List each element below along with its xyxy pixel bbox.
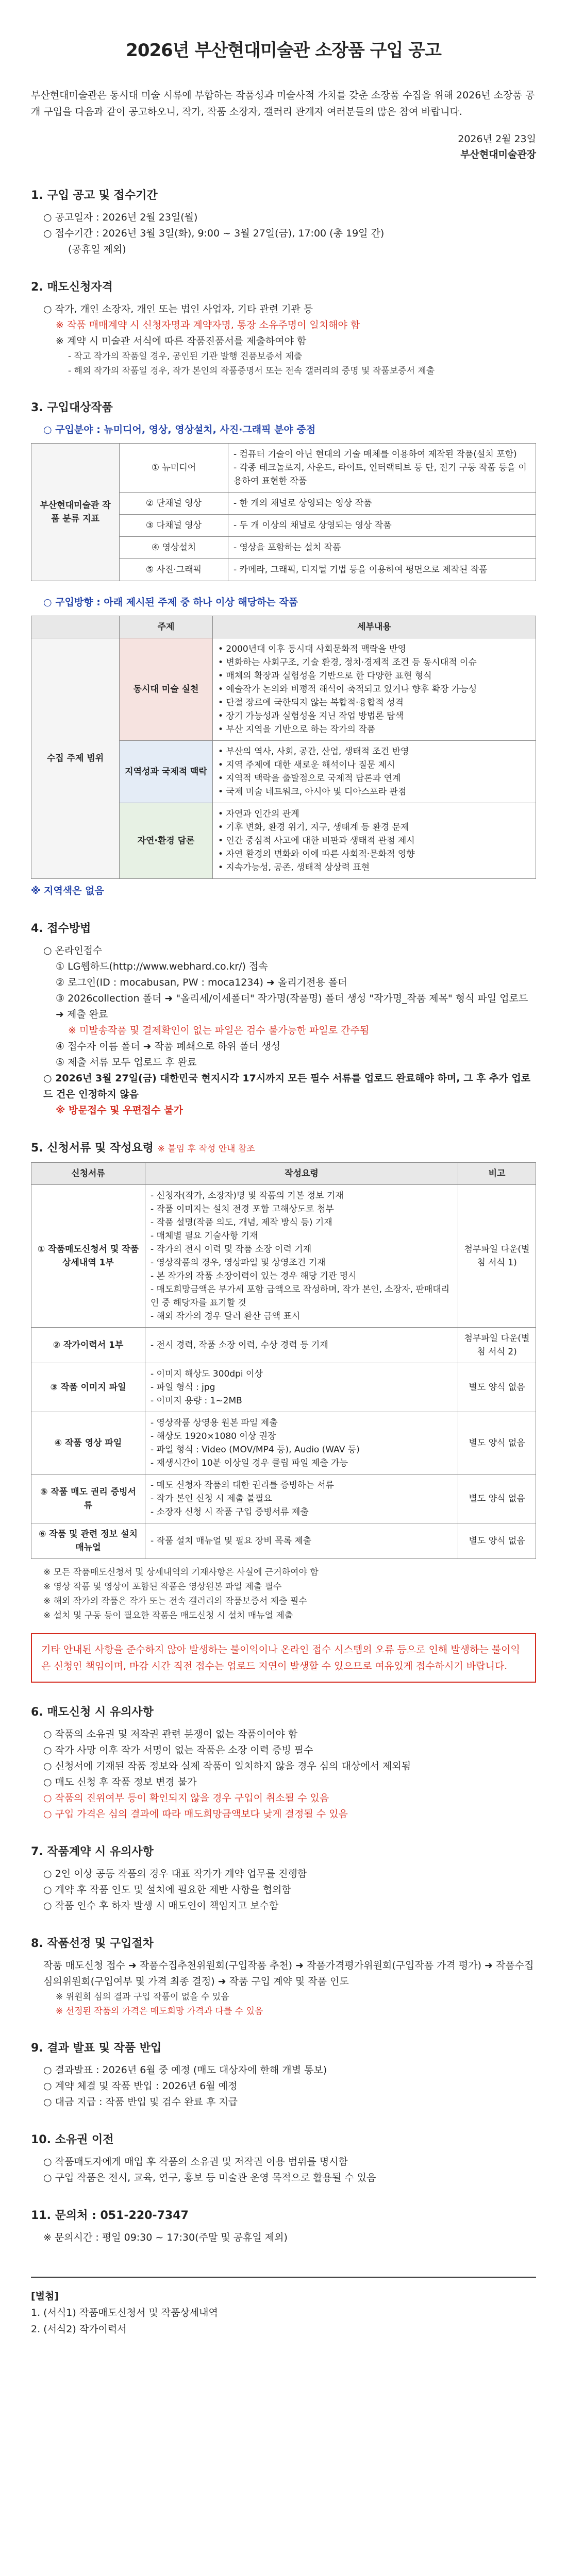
s4-item: ④ 접수자 이름 폴더 ➜ 작품 폐쇄으로 하위 폴더 생성 [56,1041,281,1052]
s6-item: ○ 구입 가격은 심의 결과에 따라 매도희망금액보다 낮게 결정될 수 있음 [43,1808,348,1820]
section-11-title: 11. 문의처 : 051-220-7347 [31,2209,189,2222]
s2-note: - 작고 작가의 작품일 경우, 공인된 기관 발행 진품보증서 제출 [68,351,303,362]
note-cell: 첨부파일 다운(별첨 서식 2) [458,1328,536,1363]
s2-item: ※ 계약 시 미술관 서식에 따른 작품진품서를 제출하여야 함 [56,335,307,347]
theme-header: 주제 [120,616,213,638]
attach-item[interactable]: 2. (서식2) 작가이력서 [31,2324,127,2335]
how-cell: - 전시 경력, 작품 소장 이력, 수상 경력 등 기재 [145,1328,458,1363]
announce-date: 2026년 2월 23일 [458,133,536,145]
theme-scope: 수집 주제 범위 [31,638,120,879]
s1-item: (공휴일 제외) [68,244,126,255]
s2-note: - 해외 작가의 작품일 경우, 작가 본인의 작품증명서 또는 전속 갤러리의 증명 및 작품보증서 제출 [68,366,435,376]
doc-cell: ⑤ 작품 매도 권리 증빙서류 [31,1475,145,1523]
how-cell: - 영상작품 상영용 원본 파일 제출 - 해상도 1920×1080 이상 권장 - 파일 형식 : Video (MOV/MP4 등), Audio (WAV 등) - 재생시간이 10분 이상일 경우 클립 파일 제출 가능 [145,1412,458,1475]
s8-note: ※ 선정된 작품의 가격은 매도희망 가격과 다를 수 있음 [56,2006,263,2016]
note-cell: 별도 양식 없음 [458,1412,536,1475]
category-desc: - 두 개 이상의 채널로 상영되는 영상 작품 [228,515,536,537]
s4-item: ※ 방문접수 및 우편접수 불가 [56,1105,183,1116]
theme-scope-header [31,616,120,638]
note-cell: 별도 양식 없음 [458,1475,536,1523]
theme-table [31,616,536,879]
note-cell: 별도 양식 없음 [458,1523,536,1559]
table-header-row [31,616,536,638]
section-5-title: 5. 신청서류 및 작성요령 ※ 붙임 후 작성 안내 참조 [31,1142,255,1155]
s9-item: ○ 결과발표 : 2026년 6월 중 예정 (매도 대상자에 한해 개별 통보) [43,2064,327,2076]
section-3-title: 3. 구입대상작품 [31,401,113,414]
s5-note: ※ 설치 및 구동 등이 필요한 작품은 매도신청 시 설치 매뉴얼 제출 [43,1611,293,1621]
table-row [31,1363,536,1412]
s1-item: ○ 공고일자 : 2026년 2월 23일(월) [43,212,198,223]
doc-cell: ⑥ 작품 및 관련 정보 설치 매뉴얼 [31,1523,145,1559]
s3-sub2: ○ 구입방향 : 아래 제시된 주제 중 하나 이상 해당하는 작품 [43,597,298,608]
s9-item: ○ 대금 지급 : 작품 반입 및 검수 완료 후 지급 [43,2096,238,2108]
s4-item: ※ 미발송작품 및 결제확인이 없는 파일은 검수 불가능한 파일로 간주됨 [68,1025,370,1036]
attachments [31,2277,536,2337]
category-desc: - 영상을 포함하는 설치 작품 [228,537,536,559]
table-row [31,638,536,741]
how-cell: - 이미지 해상도 300dpi 이상 - 파일 형식 : jpg - 이미지 용량 : 1~2MB [145,1363,458,1412]
s5-note: ※ 모든 작품매도신청서 및 상세내역의 기재사항은 사실에 근거하여야 함 [43,1567,319,1578]
category-label: 부산현대미술관 작품 분류 지표 [31,444,120,581]
s2-item: ※ 작품 매매계약 시 신청자명과 계약자명, 통장 소유주명이 일치해야 함 [56,319,360,331]
doc-cell: ① 작품매도신청서 및 작품상세내역 1부 [31,1185,145,1328]
how-cell: - 신청자(작가, 소장자)명 및 작품의 기본 정보 기재 - 작품 이미지는 설치 전경 포함 고해상도로 첨부 - 작품 설명(작품 의도, 개념, 제작 방식 등) 기재 - 매체별 필요 기술사항 기재 - 작가의 전시 이력 및 작품 소장 이력 기재 - 영상작품의 경우, 영상파일 및 상영조건 기재 - 본 작가의 작품 소장이력이 있는 경우 해당 기관 명시 - 매도희망금액은 부가세 포함 금액으로 작성하며, 작가 본인, 소장자, 판매대리인 중 해당자를 표기할 것 - 해외 작가의 경우 달러 환산 금액 표시 [145,1185,458,1328]
theme-detail: • 자연과 인간의 관계 • 기후 변화, 환경 위기, 지구, 생태계 등 환경 문제 • 인간 중심적 사고에 대한 비판과 생태적 관점 제시 • 자연 환경의 변화와 이에 따른 사회적·문화적 영향 • 지속가능성, 공존, 생태적 상상력 표현 [213,803,536,879]
note-cell: 첨부파일 다운(별첨 서식 1) [458,1185,536,1328]
s7-item: ○ 작품 인수 후 하자 발생 시 매도인이 책임지고 보수함 [43,1900,279,1911]
s3-sub1: ○ 구입분야 : 뉴미디어, 영상, 영상설치, 사진·그래픽 분야 중점 [43,424,316,435]
s6-item: ○ 작품의 진위여부 등이 확인되지 않을 경우 구입이 취소될 수 있음 [43,1792,329,1804]
s6-item: ○ 작가 사망 이후 작가 서명이 없는 작품은 소장 이력 증빙 필수 [43,1744,313,1756]
theme-detail: • 부산의 역사, 사회, 공간, 산업, 생태적 조건 반영 • 지역 주제에 대한 새로운 해석이나 질문 제시 • 지역적 맥락을 출발점으로 국제적 담론과 연계 • 국제 미술 네트워크, 아시아 및 디아스포라 관점 [213,741,536,803]
section-10-title: 10. 소유권 이전 [31,2133,114,2146]
table-row [31,1523,536,1559]
s8-flow: 작품 매도신청 접수 ➜ 작품수집추천위원회(구입작품 추천) ➜ 작품가격평가위원회(구입작품 가격 평가) ➜ 작품수집심의위원회(구입여부 및 가격 최종 결정) ➜ 작품 구입 계약 및 작품 인도 [43,1960,534,1987]
announce-org: 부산현대미술관장 [460,149,536,160]
doc-header: 신청서류 [31,1163,145,1185]
s11-note: ※ 문의시간 : 평일 09:30 ~ 17:30(주말 및 공휴일 제외) [43,2232,288,2243]
theme-name: 지역성과 국제적 맥락 [120,741,213,803]
category-name: ② 단채널 영상 [120,493,228,515]
s5-note: ※ 영상 작품 및 영상이 포함된 작품은 영상원본 파일 제출 필수 [43,1582,282,1592]
caution-notice: 기타 안내된 사항을 준수하지 않아 발생하는 불이익이나 온라인 접수 시스템의 오류 등으로 인해 발생하는 불이익은 신청인 책임이며, 마감 시간 직전 접수는 업로드 지연이 발생할 수 있으므로 여유있게 접수하시기 바랍니다. [31,1633,536,1683]
doc-cell: ③ 작품 이미지 파일 [31,1363,145,1412]
attach-head: [별첨] [31,2291,59,2302]
section-9-title: 9. 결과 발표 및 작품 반입 [31,2042,162,2055]
s7-item: ○ 계약 후 작품 인도 및 설치에 필요한 제반 사항을 협의함 [43,1884,291,1895]
s2-item: ○ 작가, 개인 소장자, 개인 또는 법인 사업자, 기타 관련 기관 등 [43,303,313,315]
table-header-row [31,1163,536,1185]
s10-item: ○ 작품매도자에게 매입 후 작품의 소유권 및 저작권 이용 범위를 명시함 [43,2156,348,2167]
s3-note: ※ 지역색은 없음 [31,885,104,896]
table-row [31,444,536,493]
category-name: ⑤ 사진·그래픽 [120,559,228,581]
theme-name: 동시대 미술 실천 [120,638,213,741]
doc-cell: ④ 작품 영상 파일 [31,1412,145,1475]
theme-detail: • 2000년대 이후 동시대 사회문화적 맥락을 반영 • 변화하는 사회구조, 기술 환경, 정치·경제적 조건 등 동시대적 이슈 • 매체의 확장과 실험성을 기반으로 한 다양한 표현 형식 • 예술작가 논의와 비평적 해석이 축적되고 있거나 향후 확장 가능성 • 단절 장르에 국한되지 않는 복합적·융합적 성격 • 장기 가능성과 실험성을 지닌 작업 방법론 탐색 • 부산 지역을 기반으로 하는 작가의 작품 [213,638,536,741]
how-cell: - 작품 설치 매뉴얼 및 필요 장비 목록 제출 [145,1523,458,1559]
section-7-title: 7. 작품계약 시 유의사항 [31,1845,154,1858]
table-row [31,1185,536,1328]
page-title: 2026년 부산현대미술관 소장품 구입 공고 [126,40,441,61]
s4-item: ○ 2026년 3월 27일(금) 대한민국 현지시각 17시까지 모든 필수 서류를 업로드 완료해야 하며, 그 후 추가 업로드 건은 인정하지 않음 [43,1073,531,1100]
s6-item: ○ 신청서에 기재된 작품 정보와 실제 작품이 일치하지 않을 경우 심의 대상에서 제외됨 [43,1760,411,1772]
s6-item: ○ 매도 신청 후 작품 정보 변경 불가 [43,1776,197,1788]
category-desc: - 컴퓨터 기술이 아닌 현대의 기술 매체를 이용하여 제작된 작품(설치 포함) - 각종 테크놀로지, 사운드, 라이트, 인터랙티브 등 단, 전기 구동 작품 등을 이용하여 표현한 작품 [228,444,536,493]
table-row [31,1328,536,1363]
category-table [31,443,536,581]
theme-name: 자연·환경 담론 [120,803,213,879]
section-4-title: 4. 접수방법 [31,922,91,935]
section-8-title: 8. 작품선정 및 구입절차 [31,1937,154,1950]
s4-item: ⑤ 제출 서류 모두 업로드 후 완료 [56,1057,197,1068]
s4-item: ① LG웹하드(http://www.webhard.co.kr/) 접속 [56,961,268,972]
s5-note: ※ 해외 작가의 작품은 작가 또는 전속 갤러리의 작품보증서 제출 필수 [43,1596,307,1606]
how-cell: - 매도 신청자 작품의 대한 권리를 증빙하는 서류 - 작가 본인 신청 시 제출 불필요 - 소장자 신청 시 작품 구입 증빙서류 제출 [145,1475,458,1523]
category-name: ④ 영상설치 [120,537,228,559]
documents-table [31,1162,536,1559]
note-header: 비고 [458,1163,536,1185]
s8-note: ※ 위원회 심의 결과 구입 작품이 없을 수 있음 [56,1992,229,2002]
note-cell: 별도 양식 없음 [458,1363,536,1412]
category-desc: - 카메라, 그래픽, 디지털 기법 등을 이용하여 평면으로 제작된 작품 [228,559,536,581]
attach-item[interactable]: 1. (서식1) 작품매도신청서 및 작품상세내역 [31,2307,218,2318]
section-1-title: 1. 구입 공고 및 접수기간 [31,189,158,202]
s9-item: ○ 계약 체결 및 작품 반입 : 2026년 6월 예정 [43,2080,238,2092]
intro-text: 부산현대미술관은 동시대 미술 시류에 부합하는 작품성과 미술사적 가치를 갖춘 소장품 수집을 위해 2026년 소장품 공개 구입을 다음과 같이 공고하오니, 작가, 작품 소장자, 갤러리 관계자 여러분들의 많은 참여 바랍니다. [31,90,535,117]
table-row [31,1412,536,1475]
category-name: ① 뉴미디어 [120,444,228,493]
category-desc: - 한 개의 채널로 상영되는 영상 작품 [228,493,536,515]
detail-header: 세부내용 [213,616,536,638]
s6-item: ○ 작품의 소유권 및 저작권 관련 분쟁이 없는 작품이어야 함 [43,1728,298,1740]
s4-sub1: ○ 온라인접수 [43,945,103,956]
s7-item: ○ 2인 이상 공동 작품의 경우 대표 작가가 계약 업무를 진행함 [43,1868,307,1879]
category-name: ③ 다채널 영상 [120,515,228,537]
s1-item: ○ 접수기간 : 2026년 3월 3일(화), 9:00 ~ 3월 27일(금), 17:00 (총 19일 간) [43,228,385,239]
s4-item: ② 로그인(ID : mocabusan, PW : moca1234) ➜ 올리기전용 폴더 [56,977,347,988]
doc-cell: ② 작가이력서 1부 [31,1328,145,1363]
s10-item: ○ 구입 작품은 전시, 교육, 연구, 홍보 등 미술관 운영 목적으로 활용될 수 있음 [43,2172,376,2183]
section-2-title: 2. 매도신청자격 [31,281,113,294]
section-6-title: 6. 매도신청 시 유의사항 [31,1706,154,1719]
s4-item: ③ 2026collection 폴더 ➜ "올리세/이세폴더" 작가명(작품명) 폴더 생성 "작가명_작품 제목" 형식 파일 업로드 ➜ 제출 완료 [56,993,528,1020]
table-row [31,1475,536,1523]
how-header: 작성요령 [145,1163,458,1185]
s5-mark: ※ 붙임 후 작성 안내 참조 [157,1144,255,1154]
